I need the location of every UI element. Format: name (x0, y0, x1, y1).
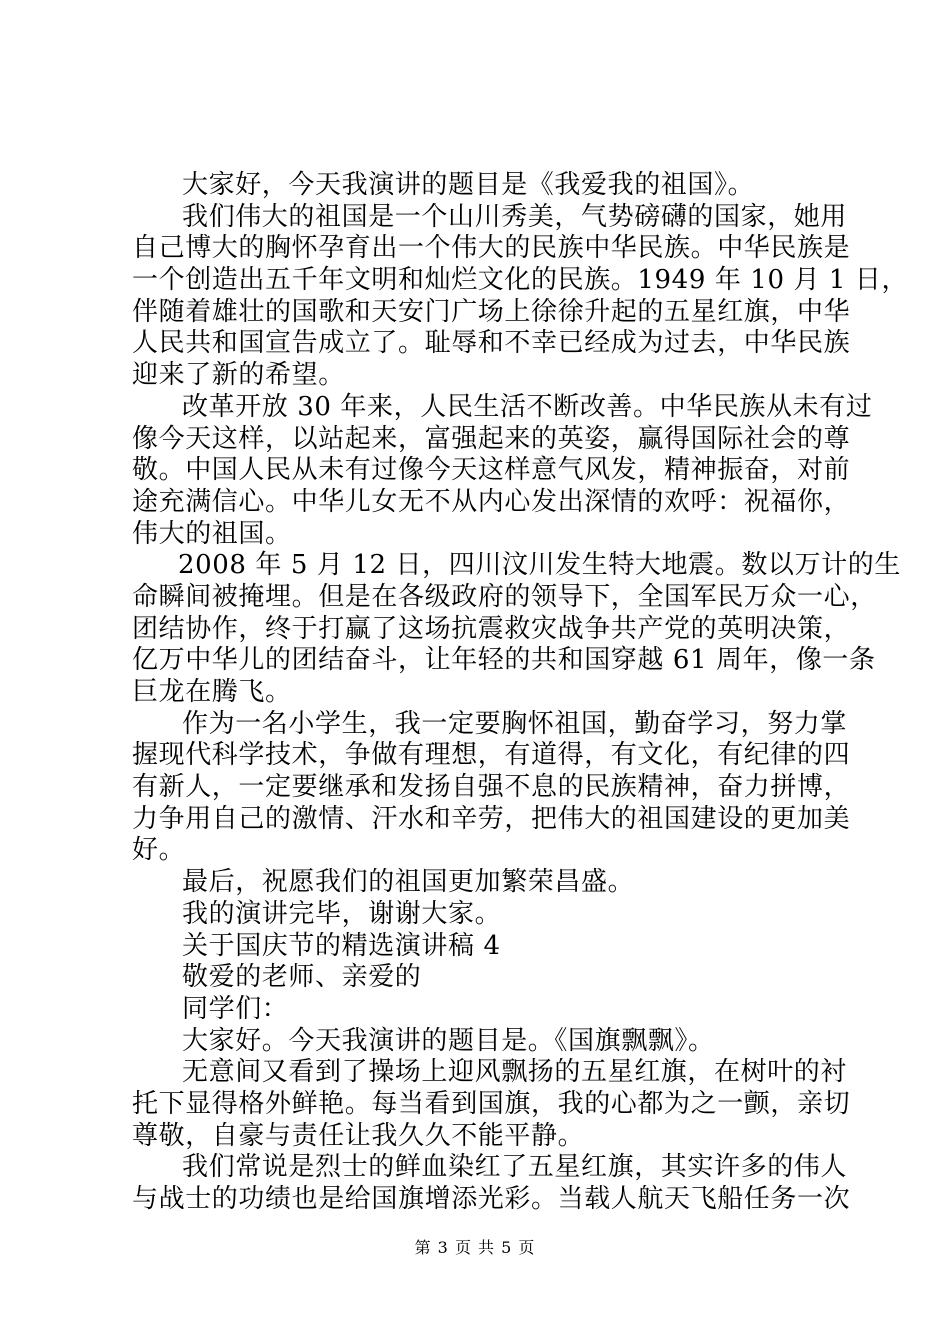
text-line: 敬爱的老师、亲爱的 (182, 962, 422, 993)
text-line: 作为一名小学生，我一定要胸怀祖国，勤奋学习，努力掌 (182, 708, 848, 739)
text-line: 我们常说是烈士的鲜血染红了五星红旗，其实许多的伟人 (182, 1152, 848, 1183)
text-line: 敬。中国人民从未有过像今天这样意气风发，精神振奋，对前 (132, 455, 851, 486)
text-line: 大家好，今天我演讲的题目是《我爱我的祖国》。 (182, 170, 755, 200)
text-line: 同学们： (182, 993, 289, 1024)
text-line: 亿万中华儿的团结奋斗，让年轻的共和国穿越 61 周年，像一条 (132, 645, 876, 676)
text-line: 途充满信心。中华儿女无不从内心发出深情的欢呼：祝福你， (132, 486, 851, 517)
page-number-footer: 第 3 页 共 5 页 (414, 1238, 536, 1257)
text-line: 伟大的祖国。 (132, 518, 292, 549)
text-line: 无意间又看到了操场上迎风飘扬的五星红旗，在树叶的衬 (182, 1057, 848, 1088)
text-line: 关于国庆节的精选演讲稿 4 (182, 930, 501, 961)
text-line: 最后，祝愿我们的祖国更加繁荣昌盛。 (182, 867, 635, 898)
text-line: 我们伟大的祖国是一个山川秀美，气势磅礴的国家，她用 (182, 201, 848, 232)
text-line: 力争用自己的激情、汗水和辛劳，把伟大的祖国建设的更加美 (132, 803, 851, 834)
text-line: 团结协作，终于打赢了这场抗震救灾战争共产党的英明决策， (132, 613, 851, 644)
text-line: 迎来了新的希望。 (132, 360, 345, 391)
text-line: 巨龙在腾飞。 (132, 677, 292, 707)
text-line: 像今天这样，以站起来，富强起来的英姿，赢得国际社会的尊 (132, 423, 851, 454)
text-line: 尊敬，自豪与责任让我久久不能平静。 (132, 1120, 585, 1151)
text-line: 2008 年 5 月 12 日，四川汶川发生特大地震。数以万计的生 (178, 550, 901, 581)
text-line: 与战士的功绩也是给国旗增添光彩。当载人航天飞船任务一次 (132, 1184, 851, 1214)
text-line: 我的演讲完毕，谢谢大家。 (182, 898, 502, 929)
text-line: 握现代科学技术，争做有理想，有道得，有文化，有纪律的四 (132, 740, 851, 771)
text-line: 命瞬间被掩埋。但是在各级政府的领导下，全国军民万众一心， (132, 581, 877, 612)
text-line: 伴随着雄壮的国歌和天安门广场上徐徐升起的五星红旗，中华 (132, 296, 851, 327)
text-line: 人民共和国宣告成立了。耻辱和不幸已经成为过去，中华民族 (132, 328, 851, 359)
text-line: 大家好。今天我演讲的题目是。《国旗飘飘》。 (182, 1025, 715, 1056)
document-body (132, 170, 909, 1216)
text-line: 有新人，一定要继承和发扬自强不息的民族精神，奋力拼博， (132, 772, 851, 803)
text-line: 好。 (132, 835, 186, 866)
text-line: 改革开放 30 年来，人民生活不断改善。中华民族从未有过 (182, 391, 873, 422)
text-line: 一个创造出五千年文明和灿烂文化的民族。1949 年 10 月 1 日， (132, 265, 909, 296)
text-line: 自己博大的胸怀孕育出一个伟大的民族中华民族。中华民族是 (132, 233, 851, 264)
text-line: 托下显得格外鲜艳。每当看到国旗，我的心都为之一颤，亲切 (132, 1088, 851, 1119)
